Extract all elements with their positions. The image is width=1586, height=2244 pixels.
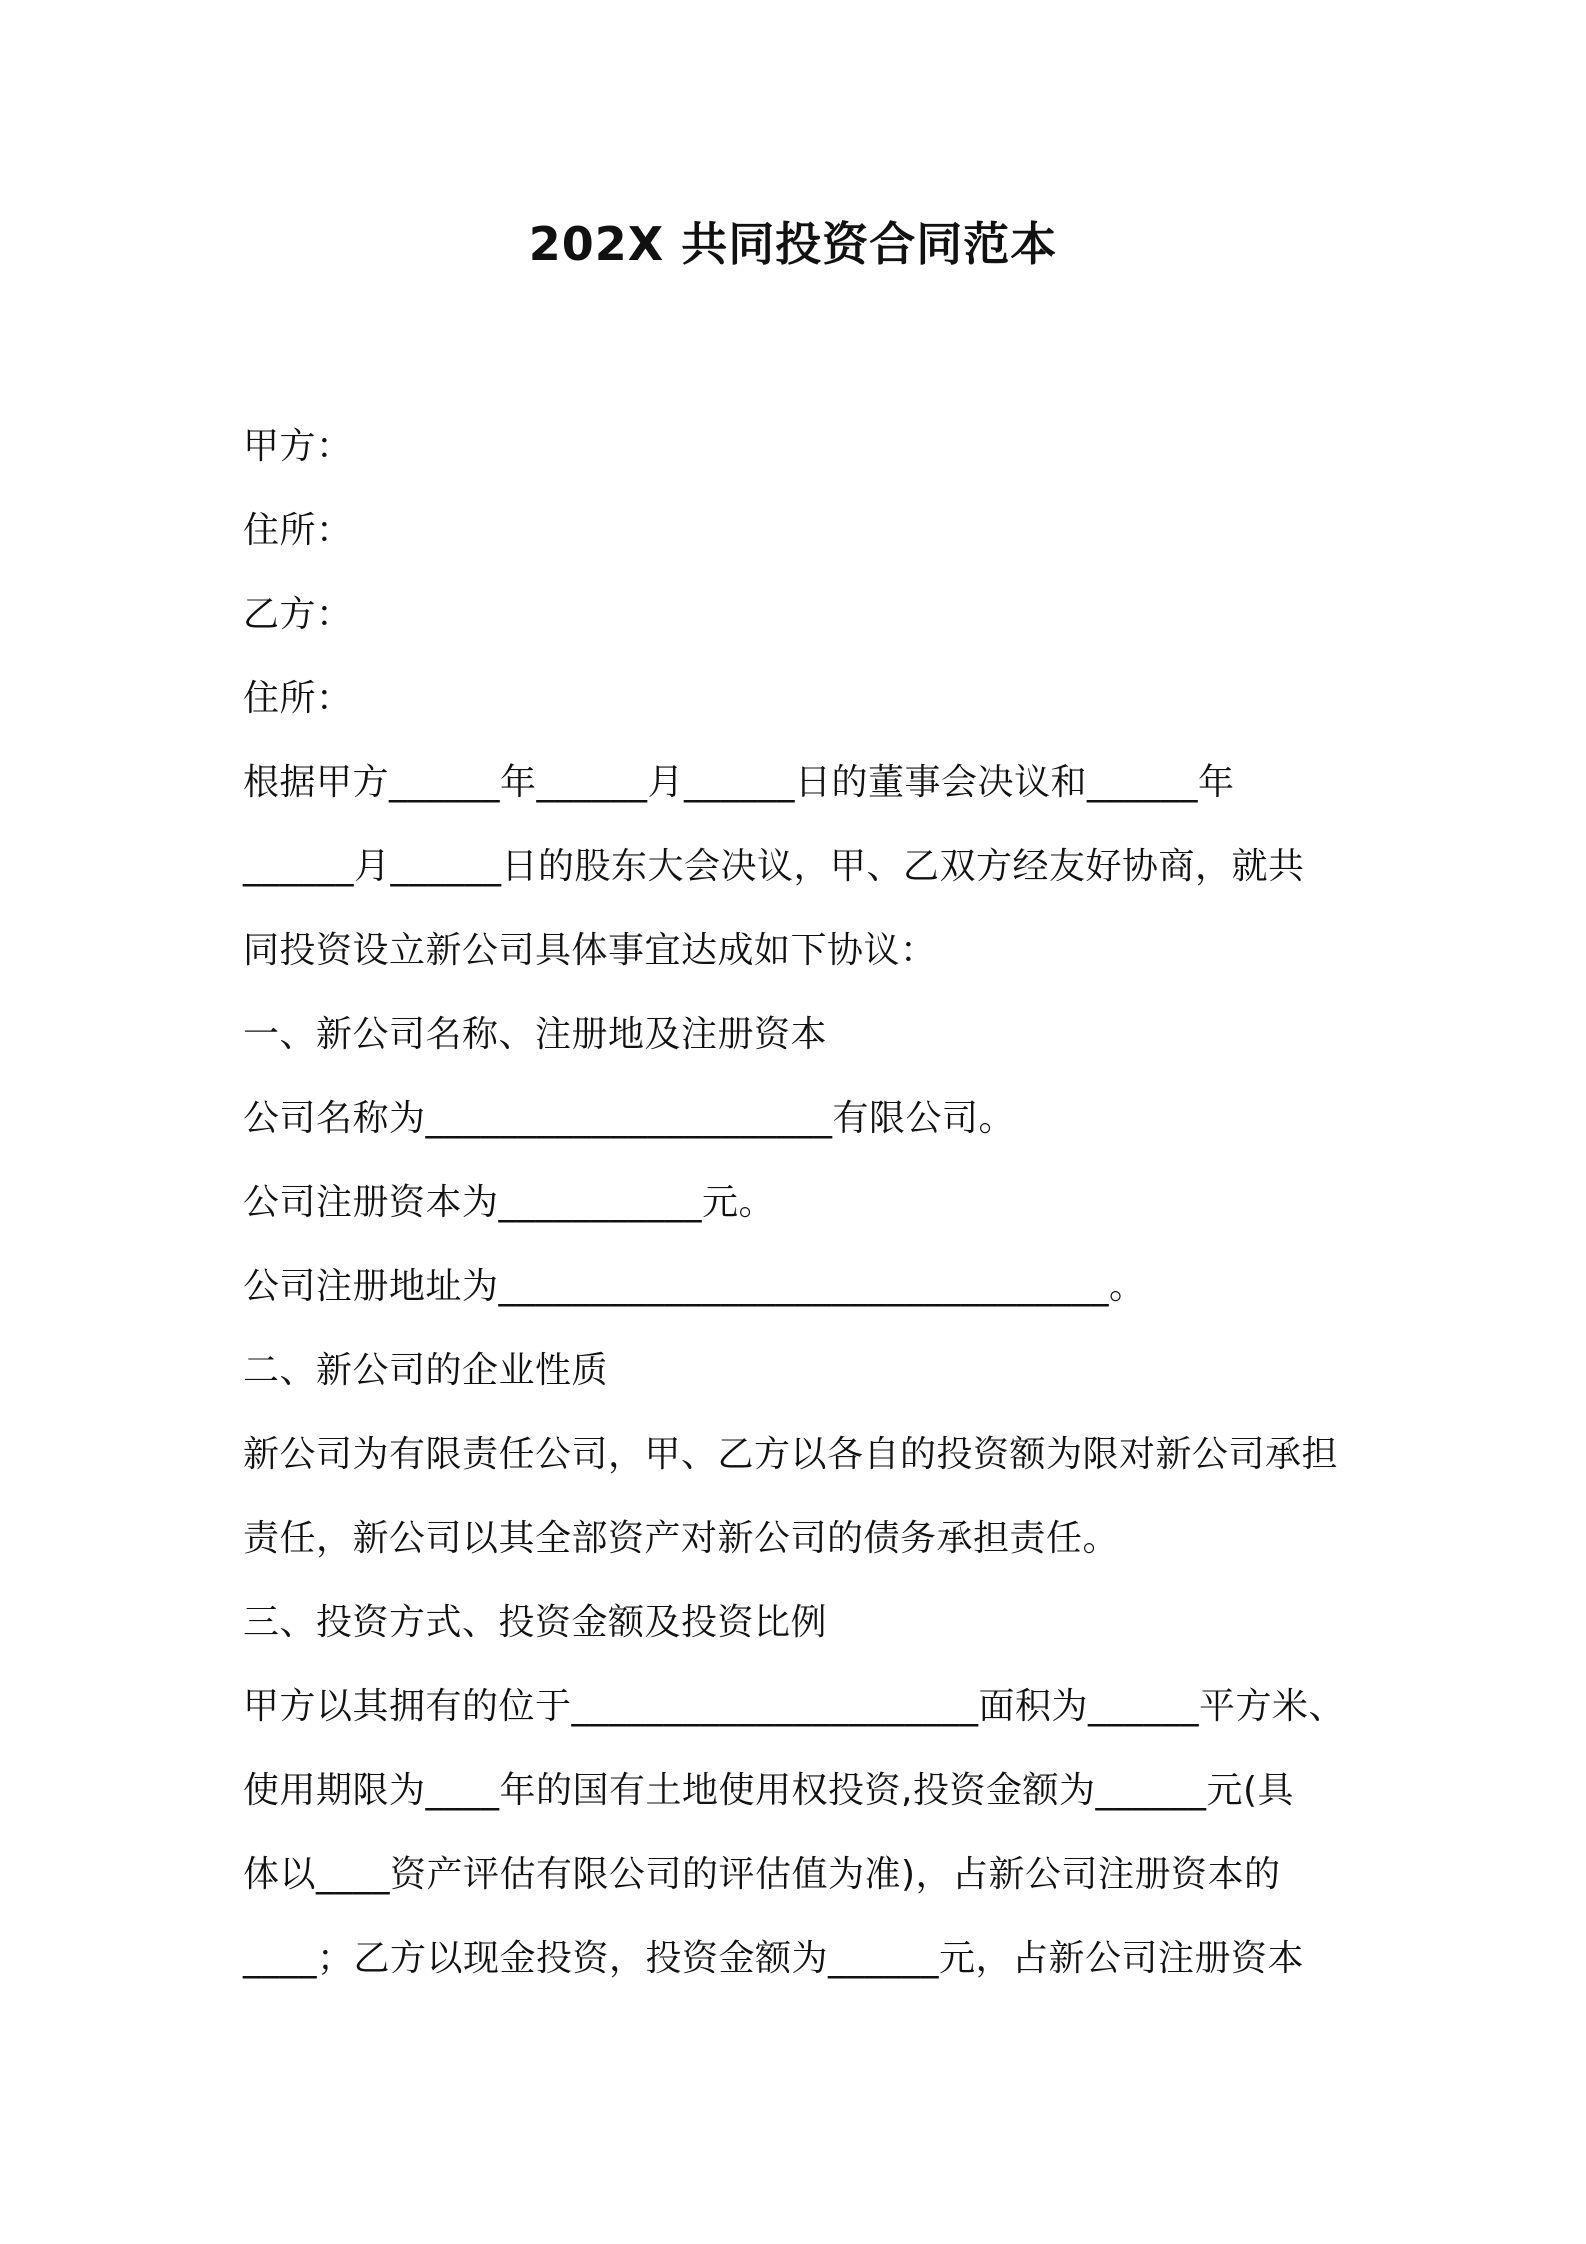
party-a-address-line: 住所： xyxy=(243,510,353,551)
document-body xyxy=(243,405,1383,2001)
paragraph-line: 使用期限为____年的国有土地使用权投资,投资金额为______元(具 xyxy=(243,1770,1294,1811)
party-b-address-line: 住所： xyxy=(243,678,353,719)
paragraph-line: 体以____资产评估有限公司的评估值为准)，占新公司注册资本的 xyxy=(243,1854,1281,1895)
section-heading-1: 一、新公司名称、注册地及注册资本 xyxy=(243,1014,828,1055)
paragraph-line: 同投资设立新公司具体事宜达成如下协议： xyxy=(243,930,937,971)
paragraph-line: 新公司为有限责任公司，甲、乙方以各自的投资额为限对新公司承担 xyxy=(243,1434,1339,1475)
party-a-line: 甲方： xyxy=(243,426,353,467)
paragraph-line: 公司注册地址为_________________________________。 xyxy=(243,1266,1146,1307)
paragraph-line: 责任，新公司以其全部资产对新公司的债务承担责任。 xyxy=(243,1518,1120,1559)
paragraph-line: ____；乙方以现金投资，投资金额为______元，占新公司注册资本 xyxy=(243,1938,1305,1979)
paragraph-line: 根据甲方______年______月______日的董事会决议和______年 xyxy=(243,762,1235,803)
paragraph-line: 甲方以其拥有的位于______________________面积为______平方米、 xyxy=(243,1686,1346,1727)
party-b-line: 乙方： xyxy=(243,594,353,635)
document-title: 202X 共同投资合同范本 xyxy=(528,217,1058,271)
paragraph-line: 公司名称为______________________有限公司。 xyxy=(243,1098,1016,1139)
section-heading-2: 二、新公司的企业性质 xyxy=(243,1350,609,1391)
paragraph-line: ______月______日的股东大会决议，甲、乙双方经友好协商，就共 xyxy=(243,846,1305,887)
paragraph-line: 公司注册资本为___________元。 xyxy=(243,1182,776,1223)
section-heading-3: 三、投资方式、投资金额及投资比例 xyxy=(243,1602,828,1643)
